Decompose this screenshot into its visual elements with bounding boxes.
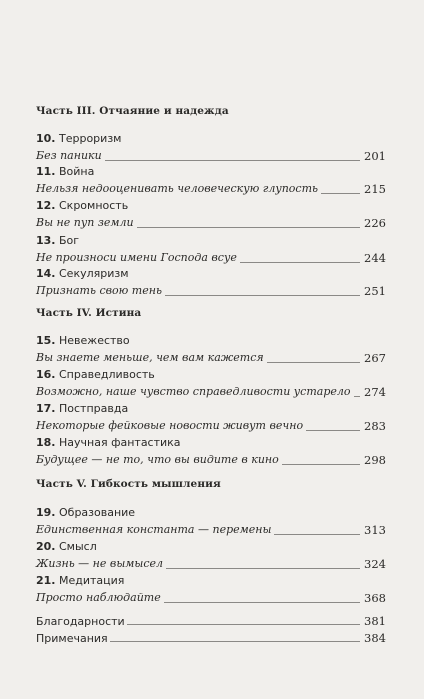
page-number: 298 bbox=[364, 453, 386, 467]
chapter-entry[interactable] bbox=[36, 505, 386, 538]
chapter-number: 17. bbox=[36, 402, 56, 415]
chapter-entry[interactable] bbox=[36, 367, 386, 400]
chapter-subtitle: Нельзя недооценивать человеческую глупость bbox=[36, 182, 319, 195]
leader-dots bbox=[137, 227, 360, 228]
part-title: Истина bbox=[95, 307, 142, 319]
leader-dots bbox=[127, 624, 360, 625]
chapter-number: 10. bbox=[36, 132, 56, 145]
chapter-subtitle: Без паники bbox=[36, 149, 102, 162]
chapter-title: Бог bbox=[59, 234, 80, 247]
page-number: 381 bbox=[364, 614, 386, 628]
page-number: 226 bbox=[364, 216, 386, 230]
chapter-title: Секуляризм bbox=[59, 267, 129, 280]
chapter-title: Война bbox=[59, 165, 95, 178]
chapter-entry[interactable] bbox=[36, 435, 386, 468]
page-number: 201 bbox=[364, 149, 386, 163]
chapter-subtitle: Не произноси имени Господа всуе bbox=[36, 251, 237, 264]
part-heading bbox=[36, 105, 229, 117]
chapter-number: 18. bbox=[36, 436, 56, 449]
chapter-entry[interactable] bbox=[36, 333, 386, 366]
chapter-entry[interactable] bbox=[36, 164, 386, 197]
leader-dots bbox=[165, 295, 360, 296]
leader-dots bbox=[274, 534, 360, 535]
page-number: 267 bbox=[364, 351, 386, 365]
chapter-subtitle: Вы не пуп земли bbox=[36, 216, 134, 229]
leader-dots bbox=[354, 396, 361, 397]
part-heading bbox=[36, 307, 141, 319]
chapter-number: 14. bbox=[36, 267, 56, 280]
leader-dots bbox=[110, 641, 360, 642]
chapter-number: 13. bbox=[36, 234, 56, 247]
chapter-title: Справедливость bbox=[59, 368, 155, 381]
chapter-entry[interactable] bbox=[36, 198, 386, 231]
page-number: 274 bbox=[364, 385, 386, 399]
chapter-entry[interactable] bbox=[36, 233, 386, 266]
part-label: Часть III. bbox=[36, 105, 96, 117]
chapter-title: Постправда bbox=[59, 402, 129, 415]
chapter-entry[interactable] bbox=[36, 573, 386, 606]
page-number: 384 bbox=[364, 631, 386, 645]
leader-dots bbox=[321, 193, 360, 194]
chapter-entry[interactable] bbox=[36, 539, 386, 572]
chapter-number: 21. bbox=[36, 574, 56, 587]
part-label: Часть V. bbox=[36, 478, 87, 490]
chapter-title: Терроризм bbox=[59, 132, 122, 145]
part-title: Гибкость мышления bbox=[90, 478, 221, 490]
chapter-entry[interactable] bbox=[36, 131, 386, 164]
chapter-subtitle: Будущее — не то, что вы видите в кино bbox=[36, 453, 279, 466]
part-heading bbox=[36, 478, 221, 490]
chapter-subtitle: Единственная константа — перемены bbox=[36, 523, 272, 536]
chapter-subtitle: Некоторые фейковые новости живут вечно bbox=[36, 419, 304, 432]
leader-dots bbox=[240, 262, 360, 263]
chapter-subtitle: Возможно, наше чувство справедливости устарело bbox=[36, 385, 351, 398]
page-number: 324 bbox=[364, 557, 386, 571]
chapter-subtitle: Признать свою тень bbox=[36, 284, 162, 297]
leader-dots bbox=[164, 602, 360, 603]
chapter-number: 12. bbox=[36, 199, 56, 212]
chapter-subtitle: Просто наблюдайте bbox=[36, 591, 161, 604]
chapter-title: Скромность bbox=[59, 199, 129, 212]
back-matter-label: Примечания bbox=[36, 632, 108, 645]
chapter-title: Медитация bbox=[59, 574, 125, 587]
chapter-number: 15. bbox=[36, 334, 56, 347]
leader-dots bbox=[166, 568, 360, 569]
chapter-title: Невежество bbox=[59, 334, 130, 347]
chapter-title: Образование bbox=[59, 506, 136, 519]
leader-dots bbox=[105, 160, 360, 161]
page-number: 215 bbox=[364, 182, 386, 196]
chapter-title: Научная фантастика bbox=[59, 436, 181, 449]
chapter-number: 16. bbox=[36, 368, 56, 381]
page-number: 244 bbox=[364, 251, 386, 265]
chapter-number: 20. bbox=[36, 540, 56, 553]
back-matter-entry[interactable] bbox=[36, 630, 386, 645]
chapter-title: Смысл bbox=[59, 540, 97, 553]
chapter-subtitle: Вы знаете меньше, чем вам кажется bbox=[36, 351, 264, 364]
leader-dots bbox=[282, 464, 360, 465]
back-matter-entry[interactable] bbox=[36, 613, 386, 628]
part-label: Часть IV. bbox=[36, 307, 92, 319]
leader-dots bbox=[306, 430, 360, 431]
part-title: Отчаяние и надежда bbox=[99, 105, 229, 117]
page-number: 313 bbox=[364, 523, 386, 537]
chapter-number: 11. bbox=[36, 165, 56, 178]
chapter-number: 19. bbox=[36, 506, 56, 519]
chapter-entry[interactable] bbox=[36, 401, 386, 434]
page-number: 251 bbox=[364, 284, 386, 298]
page-number: 283 bbox=[364, 419, 386, 433]
chapter-entry[interactable] bbox=[36, 266, 386, 299]
chapter-subtitle: Жизнь — не вымысел bbox=[36, 557, 164, 570]
leader-dots bbox=[267, 362, 360, 363]
page-number: 368 bbox=[364, 591, 386, 605]
back-matter-label: Благодарности bbox=[36, 615, 125, 628]
